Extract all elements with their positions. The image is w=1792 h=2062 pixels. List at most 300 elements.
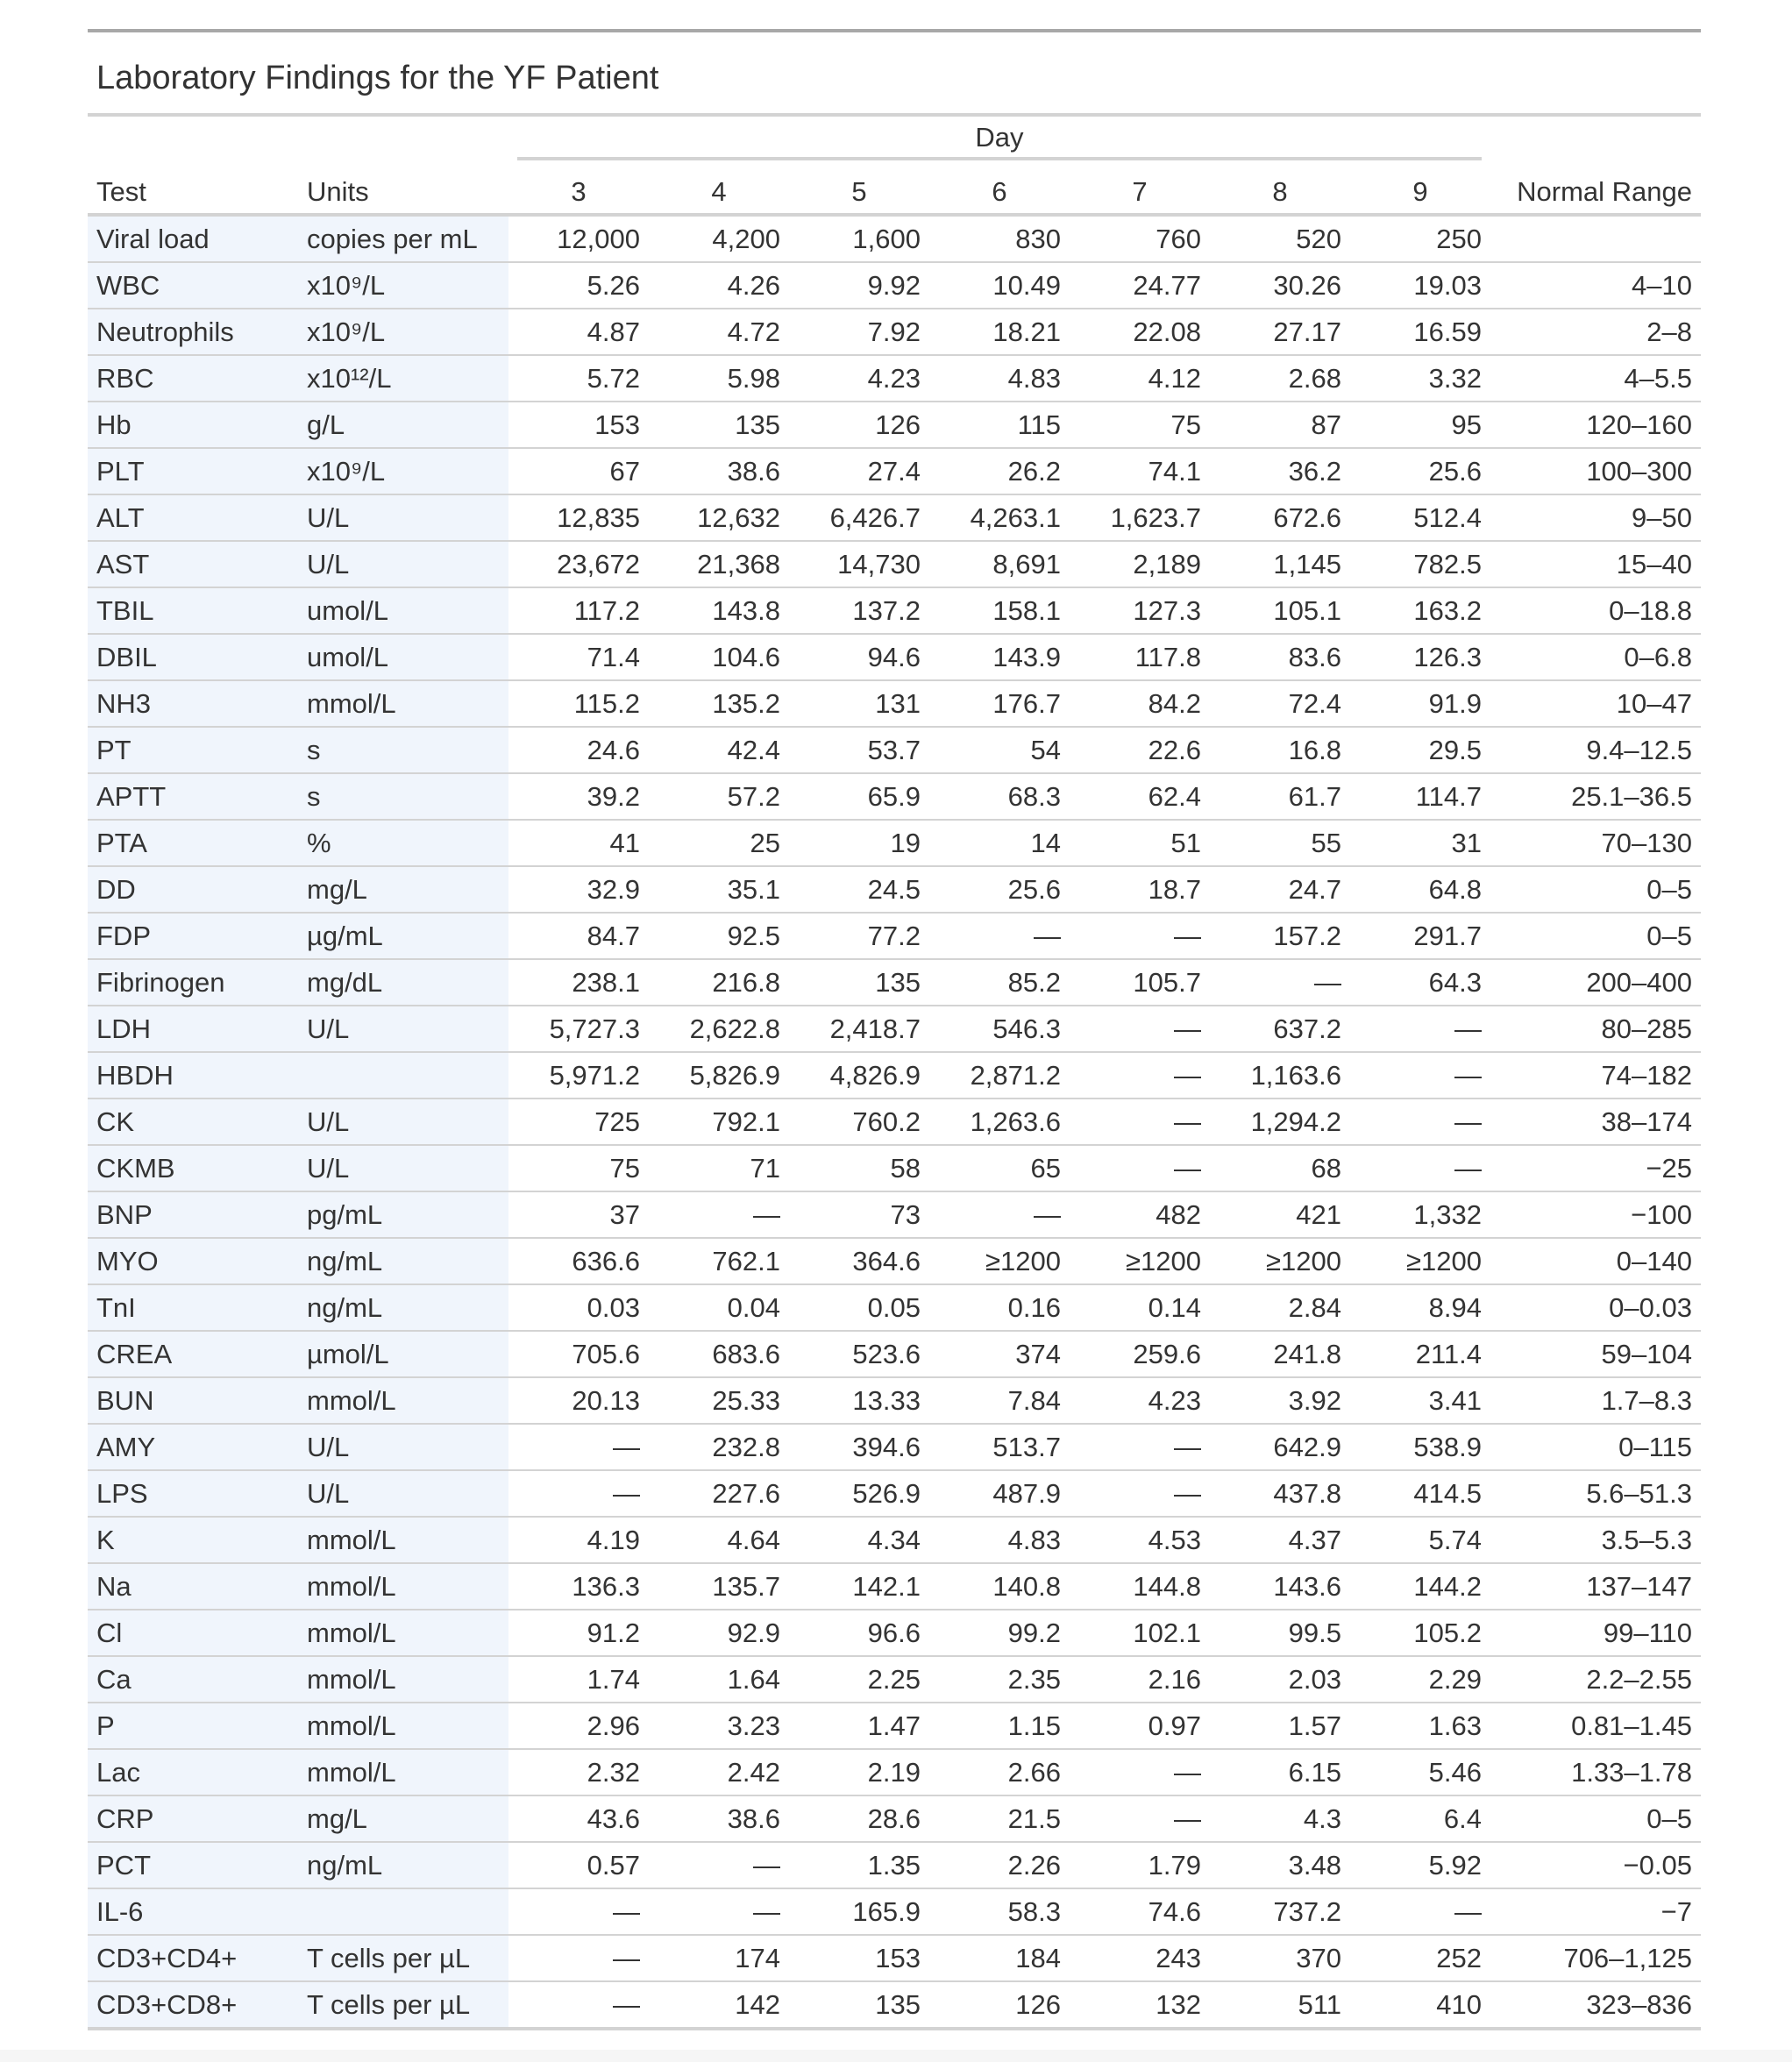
day-8-value-cell: 737.2 — [1210, 1888, 1350, 1935]
day-9-value-cell: 2.29 — [1350, 1656, 1490, 1703]
day-5-value-cell: 523.6 — [789, 1331, 929, 1377]
day-5-value-cell: 53.7 — [789, 727, 929, 773]
day-6-value-cell: 8,691 — [929, 541, 1070, 587]
day-5-value-cell: 96.6 — [789, 1610, 929, 1656]
day-8-value-cell: 437.8 — [1210, 1470, 1350, 1517]
table-row — [88, 1749, 1701, 1795]
day-6-value-cell: 830 — [929, 215, 1070, 262]
table-row — [88, 1424, 1701, 1470]
test-name-cell: WBC — [88, 262, 298, 309]
units-cell: T cells per µL — [298, 1981, 508, 2029]
day-9-value-cell: 163.2 — [1350, 587, 1490, 634]
day-5-value-cell: 6,426.7 — [789, 494, 929, 541]
test-name-cell: APTT — [88, 773, 298, 820]
units-cell: pg/mL — [298, 1191, 508, 1238]
normal-range-cell: 5.6–51.3 — [1490, 1470, 1701, 1517]
day-3-value-cell: 75 — [508, 1145, 649, 1191]
day-7-value-cell: — — [1070, 913, 1210, 959]
day-9-value-cell: 5.46 — [1350, 1749, 1490, 1795]
normal-range-cell: 0–5 — [1490, 866, 1701, 913]
day-7-value-cell: 18.7 — [1070, 866, 1210, 913]
day-9-value-cell: 25.6 — [1350, 448, 1490, 494]
units-cell: umol/L — [298, 587, 508, 634]
table-row — [88, 820, 1701, 866]
day-5-value-cell: 137.2 — [789, 587, 929, 634]
day-6-value-cell: 7.84 — [929, 1377, 1070, 1424]
day-7-value-cell: 127.3 — [1070, 587, 1210, 634]
day-9-value-cell: 144.2 — [1350, 1563, 1490, 1610]
day-3-value-cell: 67 — [508, 448, 649, 494]
day-7-value-cell: 0.97 — [1070, 1703, 1210, 1749]
normal-range-cell: 10–47 — [1490, 680, 1701, 727]
day-6-value-cell: — — [929, 913, 1070, 959]
column-header-day-7: 7 — [1070, 160, 1210, 215]
test-name-cell: MYO — [88, 1238, 298, 1284]
day-9-value-cell: — — [1350, 1052, 1490, 1099]
day-3-value-cell: 153 — [508, 402, 649, 448]
day-3-value-cell: — — [508, 1470, 649, 1517]
day-4-value-cell: — — [649, 1888, 789, 1935]
day-4-value-cell: 227.6 — [649, 1470, 789, 1517]
day-4-value-cell: 4.72 — [649, 309, 789, 355]
day-8-value-cell: 1,145 — [1210, 541, 1350, 587]
day-7-value-cell: — — [1070, 1424, 1210, 1470]
day-9-value-cell: 3.32 — [1350, 355, 1490, 402]
table-row — [88, 309, 1701, 355]
test-name-cell: PCT — [88, 1842, 298, 1888]
units-cell: U/L — [298, 541, 508, 587]
test-name-cell: CD3+CD8+ — [88, 1981, 298, 2029]
day-7-value-cell: 117.8 — [1070, 634, 1210, 680]
test-name-cell: Ca — [88, 1656, 298, 1703]
day-7-value-cell: 243 — [1070, 1935, 1210, 1981]
table-row — [88, 215, 1701, 262]
day-spanner-label: Day — [517, 122, 1482, 160]
day-5-value-cell: 364.6 — [789, 1238, 929, 1284]
day-9-value-cell: 1,332 — [1350, 1191, 1490, 1238]
test-name-cell: CREA — [88, 1331, 298, 1377]
day-4-value-cell: 25.33 — [649, 1377, 789, 1424]
day-3-value-cell: 5,971.2 — [508, 1052, 649, 1099]
day-7-value-cell: 22.08 — [1070, 309, 1210, 355]
day-3-value-cell: — — [508, 1981, 649, 2029]
day-5-value-cell: 13.33 — [789, 1377, 929, 1424]
day-8-value-cell: 36.2 — [1210, 448, 1350, 494]
normal-range-cell: 0–115 — [1490, 1424, 1701, 1470]
day-6-value-cell: 176.7 — [929, 680, 1070, 727]
day-3-value-cell: 12,835 — [508, 494, 649, 541]
column-header-normal-range: Normal Range — [1490, 160, 1701, 215]
table-row — [88, 1470, 1701, 1517]
day-8-value-cell: 421 — [1210, 1191, 1350, 1238]
table-row — [88, 587, 1701, 634]
units-cell: µmol/L — [298, 1331, 508, 1377]
normal-range-cell: 2.2–2.55 — [1490, 1656, 1701, 1703]
normal-range-cell: 3.5–5.3 — [1490, 1517, 1701, 1563]
day-8-value-cell: 1,294.2 — [1210, 1099, 1350, 1145]
normal-range-cell: −0.05 — [1490, 1842, 1701, 1888]
normal-range-cell — [1490, 215, 1701, 262]
day-4-value-cell: 5,826.9 — [649, 1052, 789, 1099]
day-6-value-cell: — — [929, 1191, 1070, 1238]
units-cell: mg/L — [298, 866, 508, 913]
day-3-value-cell: 39.2 — [508, 773, 649, 820]
normal-range-cell: 200–400 — [1490, 959, 1701, 1006]
column-header-test: Test — [88, 160, 298, 215]
day-8-value-cell: 99.5 — [1210, 1610, 1350, 1656]
day-9-value-cell: — — [1350, 1888, 1490, 1935]
normal-range-cell: 80–285 — [1490, 1006, 1701, 1052]
day-8-value-cell: 3.92 — [1210, 1377, 1350, 1424]
units-cell: mmol/L — [298, 1610, 508, 1656]
table-row — [88, 402, 1701, 448]
day-3-value-cell: — — [508, 1888, 649, 1935]
day-5-value-cell: 2,418.7 — [789, 1006, 929, 1052]
column-header-day-9: 9 — [1350, 160, 1490, 215]
day-7-value-cell: 74.6 — [1070, 1888, 1210, 1935]
day-3-value-cell: 24.6 — [508, 727, 649, 773]
day-5-value-cell: 394.6 — [789, 1424, 929, 1470]
normal-range-cell: 0–140 — [1490, 1238, 1701, 1284]
table-row — [88, 959, 1701, 1006]
day-9-value-cell: 291.7 — [1350, 913, 1490, 959]
spanner-row — [88, 117, 1701, 160]
day-8-value-cell: 520 — [1210, 215, 1350, 262]
table-row — [88, 913, 1701, 959]
day-9-value-cell: 3.41 — [1350, 1377, 1490, 1424]
test-name-cell: PLT — [88, 448, 298, 494]
day-7-value-cell: — — [1070, 1795, 1210, 1842]
normal-range-cell: 70–130 — [1490, 820, 1701, 866]
normal-range-cell: 100–300 — [1490, 448, 1701, 494]
normal-range-cell: 4–5.5 — [1490, 355, 1701, 402]
table-row — [88, 1099, 1701, 1145]
day-8-value-cell: 16.8 — [1210, 727, 1350, 773]
test-name-cell: Fibrinogen — [88, 959, 298, 1006]
day-7-value-cell: 144.8 — [1070, 1563, 1210, 1610]
day-9-value-cell: 252 — [1350, 1935, 1490, 1981]
day-6-value-cell: 1.15 — [929, 1703, 1070, 1749]
table-row — [88, 680, 1701, 727]
day-5-value-cell: 1.35 — [789, 1842, 929, 1888]
day-5-value-cell: 526.9 — [789, 1470, 929, 1517]
day-5-value-cell: 4.23 — [789, 355, 929, 402]
units-cell: mmol/L — [298, 680, 508, 727]
day-9-value-cell: 19.03 — [1350, 262, 1490, 309]
normal-range-cell: 59–104 — [1490, 1331, 1701, 1377]
day-3-value-cell: 5.26 — [508, 262, 649, 309]
table-title: Laboratory Findings for the YF Patient — [88, 32, 1701, 117]
test-name-cell: DBIL — [88, 634, 298, 680]
day-4-value-cell: 135.2 — [649, 680, 789, 727]
day-6-value-cell: 2,871.2 — [929, 1052, 1070, 1099]
day-8-value-cell: 2.84 — [1210, 1284, 1350, 1331]
normal-range-cell: −100 — [1490, 1191, 1701, 1238]
day-4-value-cell: 57.2 — [649, 773, 789, 820]
day-4-value-cell: 0.04 — [649, 1284, 789, 1331]
day-6-value-cell: 487.9 — [929, 1470, 1070, 1517]
day-9-value-cell: 64.8 — [1350, 866, 1490, 913]
day-8-value-cell: 24.7 — [1210, 866, 1350, 913]
normal-range-cell: 9–50 — [1490, 494, 1701, 541]
day-7-value-cell: 482 — [1070, 1191, 1210, 1238]
column-header-day-4: 4 — [649, 160, 789, 215]
table-row — [88, 1935, 1701, 1981]
table-row — [88, 1563, 1701, 1610]
units-cell: mg/dL — [298, 959, 508, 1006]
day-7-value-cell: 24.77 — [1070, 262, 1210, 309]
units-cell: ng/mL — [298, 1238, 508, 1284]
day-4-value-cell: 762.1 — [649, 1238, 789, 1284]
day-3-value-cell: 0.57 — [508, 1842, 649, 1888]
day-9-value-cell: 91.9 — [1350, 680, 1490, 727]
day-7-value-cell: 132 — [1070, 1981, 1210, 2029]
normal-range-cell: 0–6.8 — [1490, 634, 1701, 680]
units-cell: x10¹²/L — [298, 355, 508, 402]
test-name-cell: Hb — [88, 402, 298, 448]
day-9-value-cell: — — [1350, 1006, 1490, 1052]
day-3-value-cell: 37 — [508, 1191, 649, 1238]
table-row — [88, 1006, 1701, 1052]
test-name-cell: CD3+CD4+ — [88, 1935, 298, 1981]
day-9-value-cell: 410 — [1350, 1981, 1490, 2029]
normal-range-cell: 0–5 — [1490, 913, 1701, 959]
day-6-value-cell: 14 — [929, 820, 1070, 866]
day-9-value-cell: 29.5 — [1350, 727, 1490, 773]
day-5-value-cell: 165.9 — [789, 1888, 929, 1935]
test-name-cell: Na — [88, 1563, 298, 1610]
column-header-units: Units — [298, 160, 508, 215]
units-cell: copies per mL — [298, 215, 508, 262]
day-4-value-cell: 5.98 — [649, 355, 789, 402]
table-row — [88, 634, 1701, 680]
table-row — [88, 1377, 1701, 1424]
day-5-value-cell: 760.2 — [789, 1099, 929, 1145]
day-6-value-cell: 10.49 — [929, 262, 1070, 309]
units-cell: x10⁹/L — [298, 309, 508, 355]
normal-range-cell: 0.81–1.45 — [1490, 1703, 1701, 1749]
day-4-value-cell: 38.6 — [649, 448, 789, 494]
day-8-value-cell: 157.2 — [1210, 913, 1350, 959]
test-name-cell: ALT — [88, 494, 298, 541]
day-6-value-cell: 143.9 — [929, 634, 1070, 680]
day-7-value-cell: — — [1070, 1470, 1210, 1517]
test-name-cell: CK — [88, 1099, 298, 1145]
day-9-value-cell: 512.4 — [1350, 494, 1490, 541]
day-5-value-cell: 58 — [789, 1145, 929, 1191]
day-7-value-cell: 62.4 — [1070, 773, 1210, 820]
day-6-value-cell: 99.2 — [929, 1610, 1070, 1656]
day-3-value-cell: 12,000 — [508, 215, 649, 262]
table-row — [88, 355, 1701, 402]
day-3-value-cell: 2.32 — [508, 1749, 649, 1795]
day-3-value-cell: 32.9 — [508, 866, 649, 913]
normal-range-cell: 9.4–12.5 — [1490, 727, 1701, 773]
day-8-value-cell: 1.57 — [1210, 1703, 1350, 1749]
day-8-value-cell: 2.03 — [1210, 1656, 1350, 1703]
day-6-value-cell: 4,263.1 — [929, 494, 1070, 541]
day-5-value-cell: 131 — [789, 680, 929, 727]
day-5-value-cell: 2.19 — [789, 1749, 929, 1795]
day-9-value-cell: 538.9 — [1350, 1424, 1490, 1470]
day-4-value-cell: — — [649, 1842, 789, 1888]
normal-range-cell: 1.7–8.3 — [1490, 1377, 1701, 1424]
day-9-value-cell: 250 — [1350, 215, 1490, 262]
day-8-value-cell: 241.8 — [1210, 1331, 1350, 1377]
test-name-cell: AMY — [88, 1424, 298, 1470]
day-7-value-cell: — — [1070, 1145, 1210, 1191]
day-7-value-cell: 4.23 — [1070, 1377, 1210, 1424]
day-6-value-cell: 158.1 — [929, 587, 1070, 634]
table-row — [88, 1517, 1701, 1563]
lab-findings-table-container — [88, 29, 1701, 2030]
day-7-value-cell: 2.16 — [1070, 1656, 1210, 1703]
day-5-value-cell: 135 — [789, 1981, 929, 2029]
day-8-value-cell: 30.26 — [1210, 262, 1350, 309]
day-5-value-cell: 4,826.9 — [789, 1052, 929, 1099]
test-name-cell: DD — [88, 866, 298, 913]
table-row — [88, 1610, 1701, 1656]
table-row — [88, 727, 1701, 773]
day-9-value-cell: 114.7 — [1350, 773, 1490, 820]
day-spanner — [508, 117, 1490, 160]
table-row — [88, 541, 1701, 587]
day-3-value-cell: 1.74 — [508, 1656, 649, 1703]
day-4-value-cell: 1.64 — [649, 1656, 789, 1703]
day-8-value-cell: 68 — [1210, 1145, 1350, 1191]
day-4-value-cell: 3.23 — [649, 1703, 789, 1749]
day-9-value-cell: 782.5 — [1350, 541, 1490, 587]
day-8-value-cell: 61.7 — [1210, 773, 1350, 820]
day-6-value-cell: 4.83 — [929, 1517, 1070, 1563]
normal-range-cell: 706–1,125 — [1490, 1935, 1701, 1981]
day-4-value-cell: 25 — [649, 820, 789, 866]
day-7-value-cell: 1,623.7 — [1070, 494, 1210, 541]
day-3-value-cell: 725 — [508, 1099, 649, 1145]
day-3-value-cell: 41 — [508, 820, 649, 866]
test-name-cell: NH3 — [88, 680, 298, 727]
normal-range-cell: 0–18.8 — [1490, 587, 1701, 634]
day-5-value-cell: 27.4 — [789, 448, 929, 494]
day-9-value-cell: 8.94 — [1350, 1284, 1490, 1331]
test-name-cell: Lac — [88, 1749, 298, 1795]
day-9-value-cell: 5.92 — [1350, 1842, 1490, 1888]
test-name-cell: LPS — [88, 1470, 298, 1517]
units-cell: mmol/L — [298, 1703, 508, 1749]
day-4-value-cell: 2.42 — [649, 1749, 789, 1795]
day-4-value-cell: 35.1 — [649, 866, 789, 913]
test-name-cell: RBC — [88, 355, 298, 402]
day-8-value-cell: ≥1200 — [1210, 1238, 1350, 1284]
normal-range-cell: −25 — [1490, 1145, 1701, 1191]
day-5-value-cell: 94.6 — [789, 634, 929, 680]
units-cell: s — [298, 727, 508, 773]
table-row — [88, 262, 1701, 309]
table-body — [88, 215, 1701, 2029]
day-3-value-cell: 71.4 — [508, 634, 649, 680]
day-6-value-cell: 2.66 — [929, 1749, 1070, 1795]
normal-range-cell: 4–10 — [1490, 262, 1701, 309]
day-3-value-cell: 2.96 — [508, 1703, 649, 1749]
test-name-cell: Neutrophils — [88, 309, 298, 355]
day-7-value-cell: 0.14 — [1070, 1284, 1210, 1331]
day-9-value-cell: 16.59 — [1350, 309, 1490, 355]
day-3-value-cell: 4.19 — [508, 1517, 649, 1563]
day-3-value-cell: 705.6 — [508, 1331, 649, 1377]
day-3-value-cell: 84.7 — [508, 913, 649, 959]
day-4-value-cell: 174 — [649, 1935, 789, 1981]
table-row — [88, 1331, 1701, 1377]
test-name-cell: BNP — [88, 1191, 298, 1238]
units-cell: umol/L — [298, 634, 508, 680]
table-row — [88, 1703, 1701, 1749]
day-6-value-cell: 546.3 — [929, 1006, 1070, 1052]
lab-findings-table — [88, 117, 1701, 2030]
day-8-value-cell: 642.9 — [1210, 1424, 1350, 1470]
day-6-value-cell: 25.6 — [929, 866, 1070, 913]
table-row — [88, 1238, 1701, 1284]
day-4-value-cell: 104.6 — [649, 634, 789, 680]
day-9-value-cell: 5.74 — [1350, 1517, 1490, 1563]
units-cell: U/L — [298, 1470, 508, 1517]
day-6-value-cell: 4.83 — [929, 355, 1070, 402]
day-7-value-cell: — — [1070, 1099, 1210, 1145]
table-row — [88, 773, 1701, 820]
day-7-value-cell: 51 — [1070, 820, 1210, 866]
test-name-cell: PTA — [88, 820, 298, 866]
day-6-value-cell: 18.21 — [929, 309, 1070, 355]
day-7-value-cell: — — [1070, 1052, 1210, 1099]
units-cell: U/L — [298, 1424, 508, 1470]
day-7-value-cell: 74.1 — [1070, 448, 1210, 494]
day-9-value-cell: 31 — [1350, 820, 1490, 866]
day-6-value-cell: 2.35 — [929, 1656, 1070, 1703]
day-6-value-cell: ≥1200 — [929, 1238, 1070, 1284]
units-cell: g/L — [298, 402, 508, 448]
day-3-value-cell: — — [508, 1424, 649, 1470]
day-9-value-cell: 1.63 — [1350, 1703, 1490, 1749]
day-6-value-cell: 68.3 — [929, 773, 1070, 820]
day-7-value-cell: 4.53 — [1070, 1517, 1210, 1563]
day-8-value-cell: 4.3 — [1210, 1795, 1350, 1842]
test-name-cell: TnI — [88, 1284, 298, 1331]
units-cell: U/L — [298, 1099, 508, 1145]
units-cell: U/L — [298, 1006, 508, 1052]
day-3-value-cell: 5,727.3 — [508, 1006, 649, 1052]
units-cell: U/L — [298, 494, 508, 541]
table-row — [88, 1888, 1701, 1935]
normal-range-cell: 15–40 — [1490, 541, 1701, 587]
day-8-value-cell: — — [1210, 959, 1350, 1006]
table-row — [88, 1795, 1701, 1842]
day-6-value-cell: 85.2 — [929, 959, 1070, 1006]
day-4-value-cell: — — [649, 1191, 789, 1238]
day-7-value-cell: — — [1070, 1006, 1210, 1052]
table-row — [88, 1981, 1701, 2029]
day-9-value-cell: 6.4 — [1350, 1795, 1490, 1842]
day-5-value-cell: 28.6 — [789, 1795, 929, 1842]
day-6-value-cell: 0.16 — [929, 1284, 1070, 1331]
test-name-cell: Cl — [88, 1610, 298, 1656]
day-4-value-cell: 683.6 — [649, 1331, 789, 1377]
day-3-value-cell: 20.13 — [508, 1377, 649, 1424]
day-8-value-cell: 87 — [1210, 402, 1350, 448]
day-6-value-cell: 2.26 — [929, 1842, 1070, 1888]
day-5-value-cell: 65.9 — [789, 773, 929, 820]
test-name-cell: IL-6 — [88, 1888, 298, 1935]
test-name-cell: TBIL — [88, 587, 298, 634]
table-row — [88, 1656, 1701, 1703]
